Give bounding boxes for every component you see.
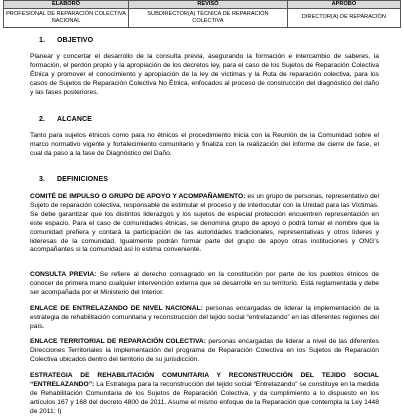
definition-text: La Estrategia para la reconstrucción del tejido social “Entrelazando” se constituye en la medida de Rehabilitación Comunitaria de los Sujetos de Reparación Colectiva, y da cumplimiento a lo dispuesto en los artículos 167 y 168 del decreto 4800 de 2011. Asume el mismo enfoque de la Reparación que contempla la Ley 1448 de 2011: I) [30,380,379,415]
section-number: 2. [39,116,46,123]
section-heading-objetivo [39,37,93,44]
section-heading-alcance [39,116,92,123]
signature-table-header-row [4,1,401,9]
definition-text: es un grupo de personas, representativo del Sujeto de reparación colectiva, responsable de estimular el proceso y de interlocutar con la Unidad para las Víctimas. Se debe garantizar que los distintos liderazgos y los sujetos de especial protección encuentren representación en este espacio. Para el caso de comunidades étnicas, se denomina grupo de apoyo o podrá tomar el nombre que la comunidad prefiera y contará la participación de las autoridades tradicionales, representativas y otros líderes y lideresas de la comunidad. Igualmente podrán formar parte del grupo de apoyo otras instituciones y ONG’s acompañantes si la comunidad así lo estima conveniente. [30,193,379,254]
definition-text: Se refiere al derecho consagrado en la constitución por parte de los pueblos étnicos de conocer de primera mano cualquier intervención externa que se desarrolle en su territorio. Está reglamentada y debe ser acompañada por el Ministerio del Interior. [30,271,379,296]
section-title: OBJETIVO [57,37,94,44]
header-reviso: REVISÓ [129,1,288,9]
section-title: ALCANCE [57,116,92,123]
value-aprobo: DIRECTOR(A) DE REPARACIÓN [287,8,400,27]
objetivo-paragraph: Planear y concertar el desarrollo de la consulta previa, asegurando la formación e intercambio de saberes, la formación, el perdón propio y la apropiación de los decretos ley, para el caso de los Sujetos de Reparación Colectiva Étnica y promover el conocimiento y apropiación de la ley de víctimas y la Ruta de reparación colectiva, para los casos de Sujetos de Reparación Colectiva No Étnica, enfocados al proceso de construcción del diagnóstico del daño y las fases posteriores. [30,53,379,96]
definition-estrategia-entrelazando [30,372,379,417]
definition-text: personas encargadas de liderar la implementación de la estrategia de rehabilitación comunitaria y reconstrucción del tejido social “entrelazando” en las diferentes regiones del país. [30,305,380,330]
definition-term: ENLACE TERRITORIAL DE REPARACIÓN COLECTIVA: [30,338,206,345]
definition-term: ESTRATEGIA DE REHABILITACIÓN COMUNITARIA Y RECONSTRUCCIÓN DEL TEJIDO SOCIAL “ENTRELAZANDO”: [30,372,379,388]
header-aprobo: APROBÓ [287,1,400,9]
definition-term: CONSULTA PREVIA: [30,271,97,278]
definition-consulta-previa [30,271,379,298]
section-heading-definiciones [39,176,108,183]
section-number: 1. [39,37,46,44]
value-reviso: SUBDIRECTOR(A) TÉCNICA DE REPARACIÓN COLECTIVA [129,8,288,27]
section-title: DEFINICIONES [57,176,108,183]
value-elaboro: PROFESIONAL DE REPARACIÓN COLECTIVA NACIONAL [4,8,129,27]
definition-enlace-entrelazando [30,305,379,332]
header-elaboro: ELABORÓ [4,1,129,9]
definition-text: personas encargadas de liderar a nivel de las diferentes Direcciones Territoriales la implementación del programa de Reparación Colectiva en los Sujetos de Reparación Colectiva ubicados dentro del territorio de su jurisdicción. [30,338,379,363]
definition-term: COMITÉ DE IMPULSO O GRUPO DE APOYO Y ACOMPAÑAMIENTO: [30,193,246,200]
definition-comite-de-impulso [30,193,379,255]
signature-table [3,0,401,28]
definition-term: ENLACE DE ENTRELAZANDO DE NIVEL NACIONAL: [30,305,203,312]
section-number: 3. [39,176,46,183]
alcance-paragraph: Tanto para sujetos étnicos como para no étnicos el procedimiento inicia con la Reunión de la Comunidad sobre el marco normativo vigente y fortalecimiento comunitario y finaliza con la realización del informe de cierre de fase, el cual da paso a la fase de Diagnóstico del Daño. [30,132,379,157]
signature-table-value-row [4,8,401,27]
definition-enlace-territorial [30,338,379,365]
